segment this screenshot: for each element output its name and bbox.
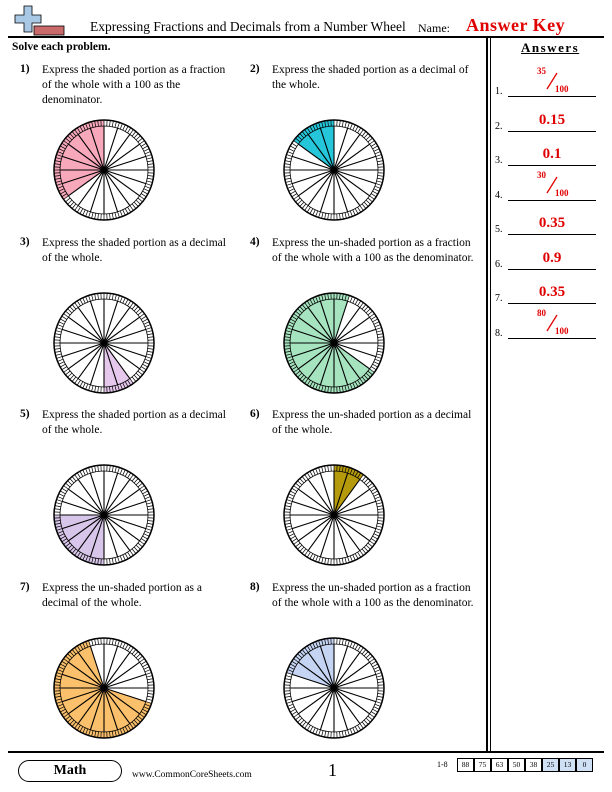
- problem-text: Express the un-shaded portion as a fraction: [272, 582, 471, 594]
- score-cell: 63: [491, 758, 508, 772]
- problem-number: 4): [250, 236, 260, 248]
- problem-number: 3): [20, 236, 30, 248]
- number-wheel: [50, 116, 158, 224]
- answer-line: [508, 269, 596, 270]
- answer-line: [508, 131, 596, 132]
- answer-value: 0.15: [538, 111, 566, 128]
- answer-value: 0.35: [538, 284, 566, 300]
- top-divider: [8, 36, 604, 38]
- answer-number: 3.: [495, 155, 503, 166]
- problem-text: decimal of the whole.: [42, 597, 142, 609]
- problem-text: of the whole with a 100 as the denominator.: [272, 252, 474, 264]
- number-wheel: [280, 461, 388, 569]
- answer-value: 0.35: [538, 215, 566, 231]
- number-wheel: [280, 116, 388, 224]
- sidebar-divider-inner: [490, 36, 491, 752]
- problem-number: 5): [20, 408, 30, 420]
- problem-text: Express the un-shaded portion as a: [42, 582, 203, 594]
- problem-number: 7): [20, 581, 30, 593]
- number-wheel: [50, 289, 158, 397]
- problem-text: Express the un-shaded portion as a decimal: [272, 409, 472, 421]
- problem-text: denominator.: [42, 94, 103, 106]
- answers-title: Answers: [521, 40, 580, 55]
- answer-numerator: 80: [537, 307, 546, 318]
- problem-text: the whole.: [272, 79, 320, 91]
- page-number: 1: [328, 760, 337, 780]
- answer-number: 8.: [495, 327, 503, 339]
- score-cell: 25: [542, 758, 559, 772]
- problem-number: 2): [250, 63, 260, 75]
- problem-text: of the whole with a 100 as the denominator.: [272, 597, 474, 609]
- answer-number: 7.: [495, 293, 503, 304]
- name-label: Name:: [418, 21, 450, 35]
- problem-text: Express the shaded portion as a decimal: [42, 237, 226, 249]
- answer-value: 0.1: [542, 146, 562, 162]
- score-cell: 50: [508, 758, 525, 772]
- problem-number: 1): [20, 63, 30, 75]
- bottom-divider: [8, 751, 604, 753]
- answer-line: [508, 303, 596, 304]
- number-wheel: [50, 461, 158, 569]
- score-cell: 88: [457, 758, 474, 772]
- score-cell: 0: [576, 758, 593, 772]
- answer-line: [508, 96, 596, 97]
- site-url: www.CommonCoreSheets.com: [132, 770, 252, 780]
- answer-denominator: 100: [555, 187, 569, 198]
- score-range-label: 1-8: [437, 760, 448, 769]
- score-cell: 38: [525, 758, 542, 772]
- number-wheel: [50, 634, 158, 742]
- number-wheel: [280, 634, 388, 742]
- answer-number: 2.: [495, 120, 503, 132]
- answer-denominator: 100: [555, 84, 569, 94]
- answer-numerator: 35: [537, 66, 546, 76]
- answer-number: 1.: [495, 86, 503, 97]
- problem-number: 8): [250, 581, 260, 593]
- problem-text: Express the shaded portion as a decimal of: [272, 64, 469, 76]
- problem-text: of the whole.: [42, 424, 103, 436]
- plus-logo-icon: [12, 4, 72, 38]
- problem-text: Express the shaded portion as a decimal: [42, 409, 226, 421]
- problem-text: of the whole.: [272, 424, 333, 436]
- worksheet-title: Expressing Fractions and Decimals from a Number Wheel: [90, 19, 406, 34]
- math-badge: Math: [18, 760, 122, 782]
- problem-text: Express the un-shaded portion as a fraction: [272, 237, 471, 249]
- answer-number: 6.: [495, 258, 503, 270]
- problem-text: of the whole.: [42, 252, 103, 264]
- answer-line: [508, 338, 596, 339]
- instructions: Solve each problem.: [12, 41, 111, 53]
- number-wheel: [280, 289, 388, 397]
- score-cell: 75: [474, 758, 491, 772]
- sidebar-divider: [486, 36, 488, 752]
- answer-line: [508, 165, 596, 166]
- problem-text: Express the shaded portion as a fraction: [42, 64, 226, 76]
- answer-line: [508, 200, 596, 201]
- score-cell: 13: [559, 758, 576, 772]
- answer-value: 0.9: [542, 249, 562, 266]
- problem-number: 6): [250, 408, 260, 420]
- answer-numerator: 30: [537, 169, 546, 180]
- answer-denominator: 100: [555, 325, 569, 336]
- answer-number: 4.: [495, 189, 503, 201]
- answer-key-label: Answer Key: [466, 15, 566, 35]
- answer-line: [508, 234, 596, 235]
- problem-text: of the whole with a 100 as the: [42, 79, 181, 91]
- answer-number: 5.: [495, 224, 503, 235]
